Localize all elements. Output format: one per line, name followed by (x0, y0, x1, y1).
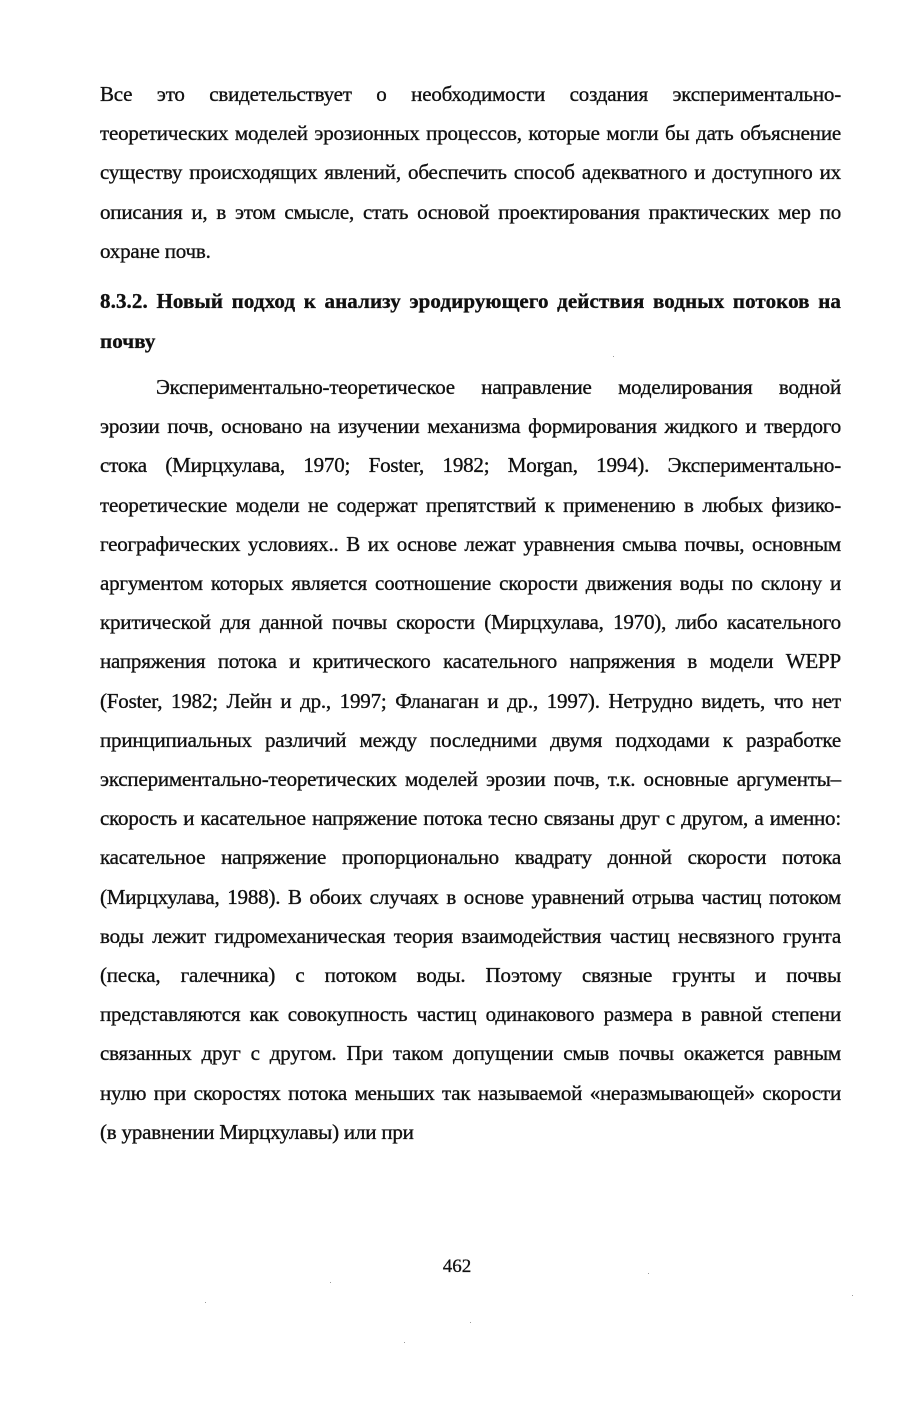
scan-speck (205, 1302, 206, 1303)
scan-speck (404, 1342, 405, 1343)
scan-speck (852, 1295, 853, 1296)
page-number: 462 (442, 1256, 472, 1277)
scan-speck (613, 356, 614, 357)
scan-speck (470, 1322, 471, 1323)
intro-paragraph: Все это свидетельствует о необходимости создания экспериментально-теоретических моделей эрозионных процессов, которые могли бы дать объяснение существу происходящих явлений, обеспечить способ адекватного и доступного их описания и, в этом смысле, стать основой проектирования практических мер по охране почв. (100, 82, 841, 263)
scan-speck (648, 1273, 649, 1274)
scan-speck (330, 1282, 331, 1283)
body-paragraph: Экспериментально-теоретическое направление моделирования водной эрозии почв, основано на изучении механизма формирования жидкого и твердого стока (Мирцхулава, 1970; Foster, 1982; Morgan, 1994). Экспериментально-теоретические модели не содержат препятствий к применению в любых физико-географических условиях.. В их основе лежат уравнения смыва почвы, основным аргументом которых является соотношение скорости движения воды по склону и критической для данной почвы скорости (Мирцхулава, 1970), либо касательного напряжения потока и критического касательного напряжения в модели WEPP (Foster, 1982; Лейн и др., 1997; Фланаган и др., 1997). Нетрудно видеть, что нет принципиальных различий между последними двумя подходами к разработке экспериментально-теоретических моделей эрозии почв, т.к. основные аргументы– скорость и касательное напряжение потока тесно связаны друг с другом, а именно: касательное напряжение пропорционально квадрату донной скорости потока (Мирцхулава, 1988). В обоих случаях в основе уравнений отрыва частиц потоком воды лежит гидромеханическая теория взаимодействия частиц несвязного грунта (песка, галечника) с потоком воды. Поэтому связные грунты и почвы представляются как совокупность частиц одинакового размера в равной степени связанных друг с другом. При таком допущении смыв почвы окажется равным нулю при скоростях потока меньших так называемой «неразмывающей» скорости (в уравнении Мирцхулавы) или при (100, 375, 841, 1144)
section-heading: 8.3.2. Новый подход к анализу эродирующего действия водных потоков на почву (100, 289, 841, 353)
